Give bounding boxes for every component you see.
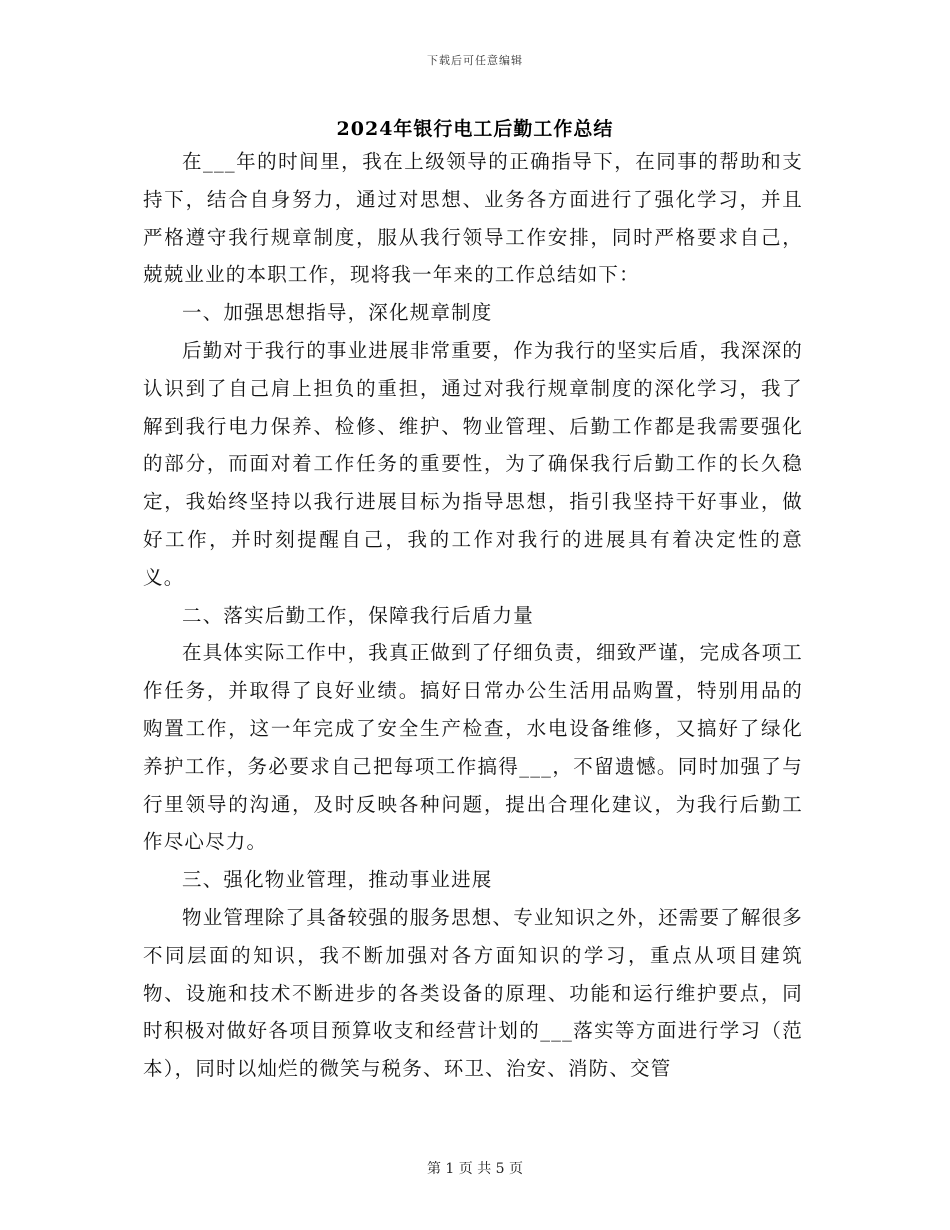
section-2-paragraph: 在具体实际工作中，我真正做到了仔细负责，细致严谨，完成各项工作任务，并取得了良好业绩。搞好日常办公生活用品购置，特别用品的购置工作，这一年完成了安全生产检查，水电设备维修，又搞好了绿化养护工作，务必要求自己把每项工作搞得___，不留遗憾。同时加强了与行里领导的沟通，及时反映各种问题，提出合理化建议，为我行后勤工作尽心尽力。 bbox=[143, 641, 804, 854]
document-title: 2024年银行电工后勤工作总结 bbox=[336, 118, 614, 140]
document-body bbox=[143, 143, 803, 1088]
page-header-note: 下载后可任意编辑 bbox=[427, 54, 523, 67]
section-1-heading: 一、加强思想指导，深化规章制度 bbox=[182, 301, 493, 325]
intro-paragraph: 在___年的时间里，我在上级领导的正确指导下，在同事的帮助和支持下，结合自身努力，通过对思想、业务各方面进行了强化学习，并且严格遵守我行规章制度，服从我行领导工作安排，同时严格要求自己，兢兢业业的本职工作，现将我一年来的工作总结如下： bbox=[143, 150, 803, 287]
section-2-heading: 二、落实后勤工作，保障我行后盾力量 bbox=[182, 603, 534, 627]
section-3-heading: 三、强化物业管理，推动事业进展 bbox=[182, 868, 493, 892]
section-1-paragraph: 后勤对于我行的事业进展非常重要，作为我行的坚实后盾，我深深的认识到了自己肩上担负的重担，通过对我行规章制度的深化学习，我了解到我行电力保养、检修、维护、物业管理、后勤工作都是我需要强化的部分，而面对着工作任务的重要性，为了确保我行后勤工作的长久稳定，我始终坚持以我行进展目标为指导思想，指引我坚持干好事业，做好工作，并时刻提醒自己，我的工作对我行的进展具有着决定性的意义。 bbox=[143, 338, 804, 589]
section-3-paragraph: 物业管理除了具备较强的服务思想、专业知识之外，还需要了解很多不同层面的知识，我不断加强对各方面知识的学习，重点从项目建筑物、设施和技术不断进步的各类设备的原理、功能和运行维护要点，同时积极对做好各项目预算收支和经营计划的___落实等方面进行学习（范本），同时以灿烂的微笑与税务、环卫、治安、消防、交管 bbox=[143, 905, 804, 1081]
page-number: 第 1 页 共 5 页 bbox=[426, 1161, 524, 1177]
